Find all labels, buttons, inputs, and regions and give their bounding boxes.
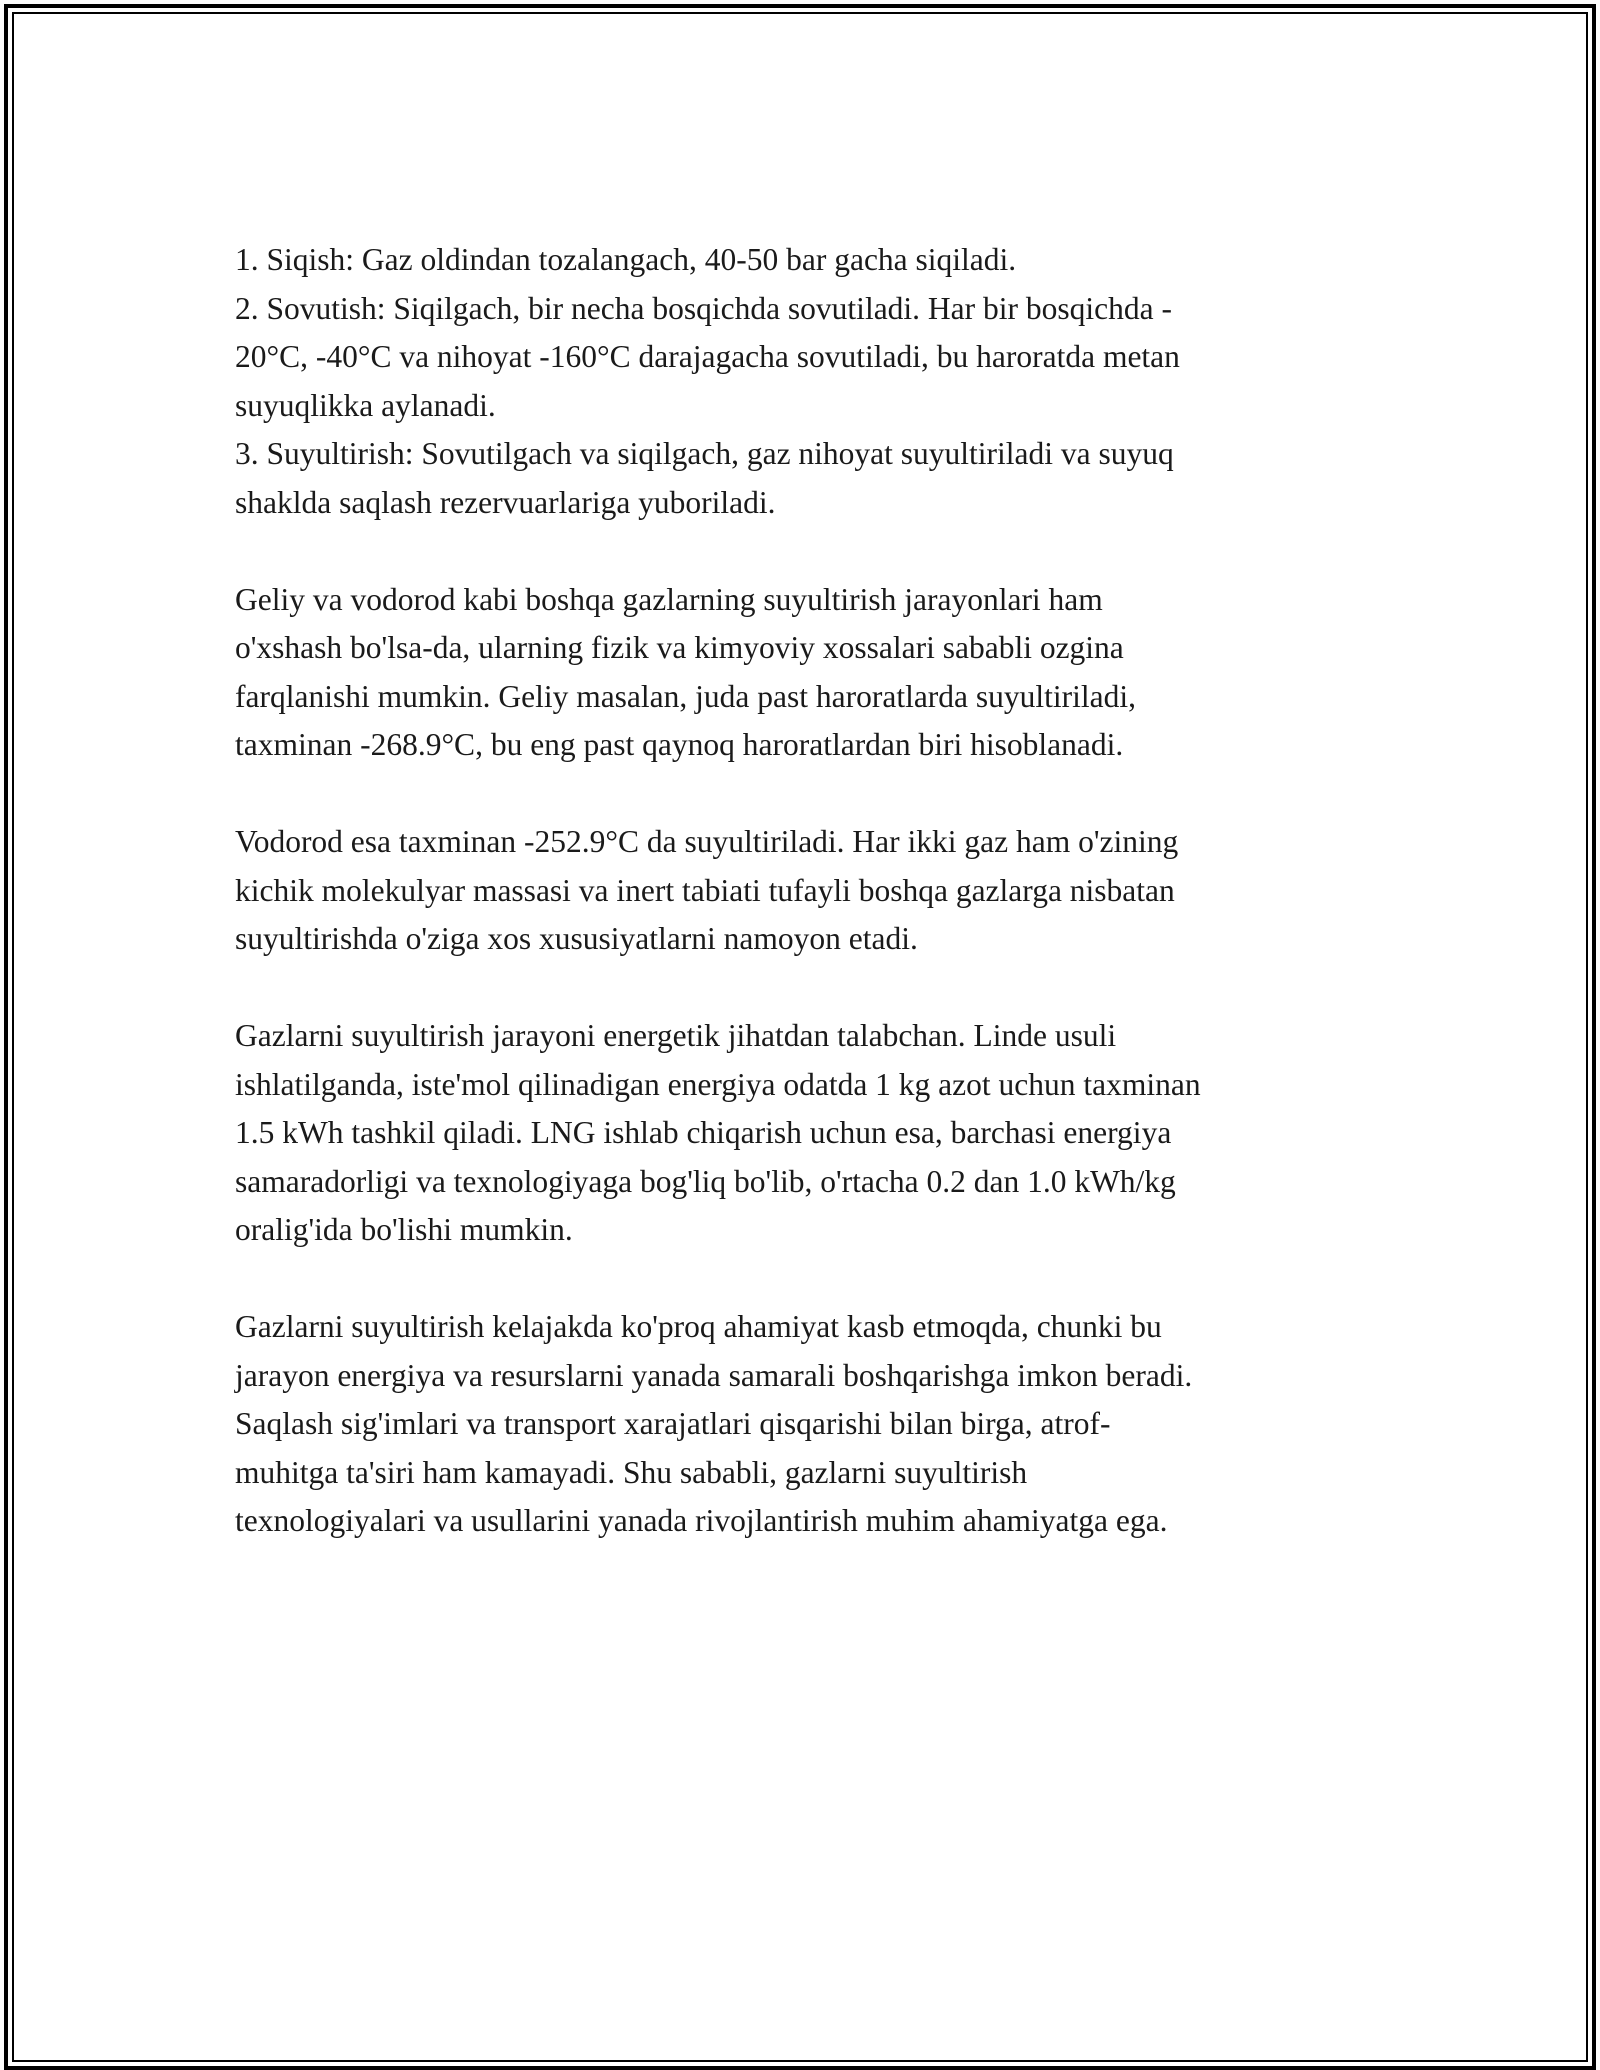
- text-line: Geliy va vodorod kabi boshqa gazlarning suyultirish jarayonlari ham: [235, 581, 1103, 617]
- paragraph-helium-hydrogen: [235, 576, 1370, 770]
- paragraph-hydrogen: [235, 818, 1370, 964]
- list-item-step-2: [235, 285, 1370, 431]
- text-line: suyultirishda o'ziga xos xususiyatlarni namoyon etadi.: [235, 921, 918, 956]
- text-line: Saqlash sig'imlari va transport xarajatlari qisqarishi bilan birga, atrof-: [235, 1406, 1111, 1441]
- text-line: shaklda saqlash rezervuarlariga yuboriladi.: [235, 484, 776, 520]
- list-item-step-1: [235, 236, 1370, 285]
- text-line: oralig'ida bo'lishi mumkin.: [235, 1212, 573, 1247]
- text-line: o'xshash bo'lsa-da, ularning fizik va kimyoviy xossalari sababli ozgina: [235, 630, 1124, 665]
- text-line: suyuqlikka aylanadi.: [235, 387, 496, 423]
- paragraph-energy: [235, 1012, 1370, 1255]
- text-line: 1. Siqish: Gaz oldindan tozalangach, 40-50 bar gacha siqiladi.: [235, 242, 1017, 277]
- text-line: jarayon energiya va resurslarni yanada samarali boshqarishga imkon beradi.: [235, 1357, 1193, 1393]
- text-line: 2. Sovutish: Siqilgach, bir necha bosqichda sovutiladi. Har bir bosqichda -: [235, 290, 1172, 326]
- steps-list: [235, 236, 1370, 527]
- text-line: Gazlarni suyultirish jarayoni energetik jihatdan talabchan. Linde usuli: [235, 1018, 1117, 1053]
- text-line: texnologiyalari va usullarini yanada rivojlantirish muhim ahamiyatga ega.: [235, 1503, 1168, 1538]
- text-line: Vodorod esa taxminan -252.9°C da suyultiriladi. Har ikki gaz ham o'zining: [235, 824, 1179, 859]
- text-line: farqlanishi mumkin. Geliy masalan, juda past haroratlarda suyultiriladi,: [235, 678, 1137, 714]
- text-line: 20°C, -40°C va nihoyat -160°C darajagacha sovutiladi, bu haroratda metan: [235, 339, 1180, 374]
- paragraph-future: [235, 1303, 1370, 1546]
- text-line: kichik molekulyar massasi va inert tabiati tufayli boshqa gazlarga nisbatan: [235, 872, 1175, 908]
- text-line: 1.5 kWh tashkil qiladi. LNG ishlab chiqarish uchun esa, barchasi energiya: [235, 1115, 1172, 1150]
- text-line: ishlatilganda, iste'mol qilinadigan energiya odatda 1 kg azot uchun taxminan: [235, 1066, 1201, 1102]
- document-body: [235, 236, 1370, 1546]
- text-line: Gazlarni suyultirish kelajakda ko'proq ahamiyat kasb etmoqda, chunki bu: [235, 1309, 1162, 1344]
- text-line: samaradorligi va texnologiyaga bog'liq bo'lib, o'rtacha 0.2 dan 1.0 kWh/kg: [235, 1163, 1176, 1199]
- text-line: muhitga ta'siri ham kamayadi. Shu sababli, gazlarni suyultirish: [235, 1454, 1028, 1490]
- list-item-step-3: [235, 430, 1370, 527]
- text-line: 3. Suyultirish: Sovutilgach va siqilgach, gaz nihoyat suyultiriladi va suyuq: [235, 436, 1174, 471]
- text-line: taxminan -268.9°C, bu eng past qaynoq haroratlardan biri hisoblanadi.: [235, 727, 1124, 762]
